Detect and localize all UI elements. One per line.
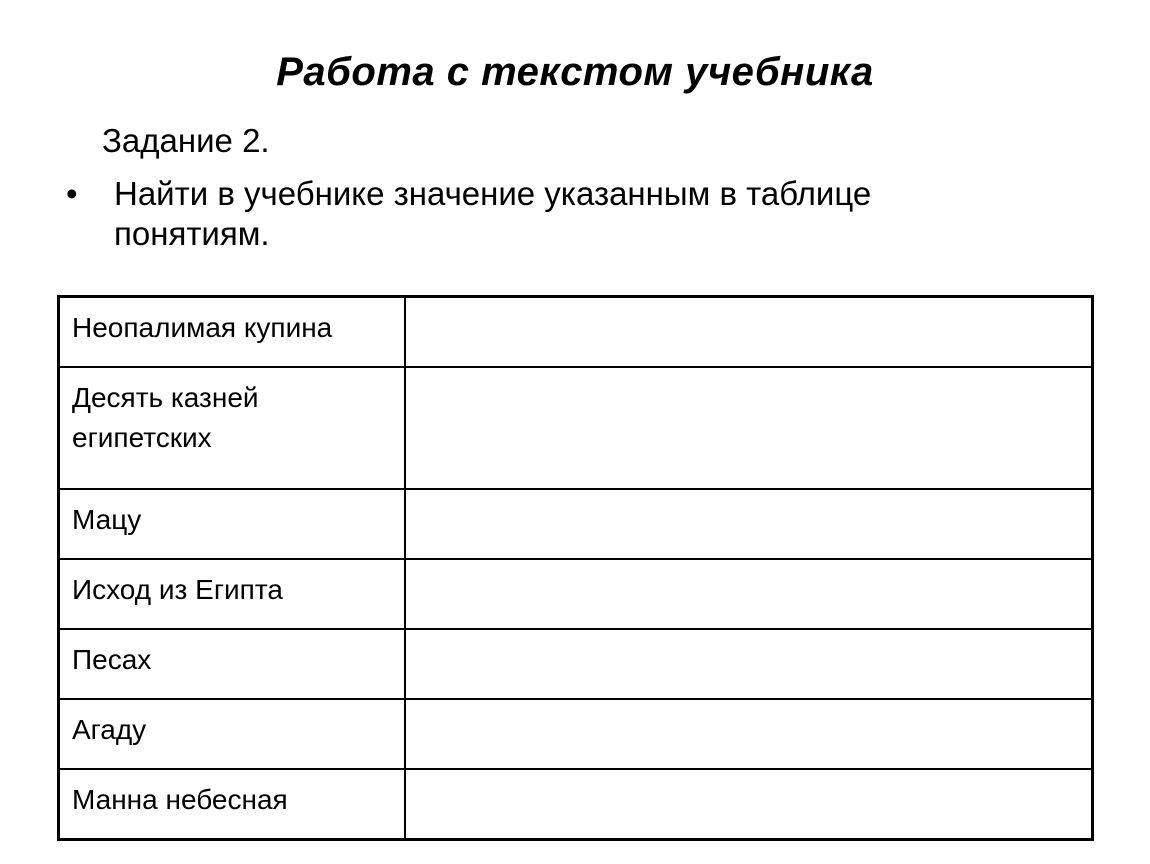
table-row xyxy=(59,367,1093,489)
definition-cell[interactable] xyxy=(405,297,1093,368)
definition-cell[interactable] xyxy=(405,367,1093,489)
definition-cell[interactable] xyxy=(405,489,1093,559)
term-cell: Песах xyxy=(59,629,406,699)
term-cell: Неопалимая купина xyxy=(59,297,406,368)
bullet-marker: • xyxy=(66,175,78,212)
task-label: Задание 2. xyxy=(102,122,270,159)
definition-cell[interactable] xyxy=(405,629,1093,699)
table-row xyxy=(59,699,1093,769)
table-row xyxy=(59,297,1093,368)
table-row xyxy=(59,559,1093,629)
table-row xyxy=(59,489,1093,559)
slide-title: Работа с текстом учебника xyxy=(276,50,874,94)
term-cell: Десять казней египетских xyxy=(59,367,406,489)
term-cell: Манна небесная xyxy=(59,769,406,840)
table-row xyxy=(59,769,1093,840)
concepts-table xyxy=(57,295,1094,841)
instruction-text: Найти в учебнике значение указанным в таблице понятиям. xyxy=(114,175,872,252)
definition-cell[interactable] xyxy=(405,769,1093,840)
definition-cell[interactable] xyxy=(405,559,1093,629)
definition-cell[interactable] xyxy=(405,699,1093,769)
term-cell: Мацу xyxy=(59,489,406,559)
term-cell: Исход из Египта xyxy=(59,559,406,629)
table-row xyxy=(59,629,1093,699)
term-cell: Агаду xyxy=(59,699,406,769)
